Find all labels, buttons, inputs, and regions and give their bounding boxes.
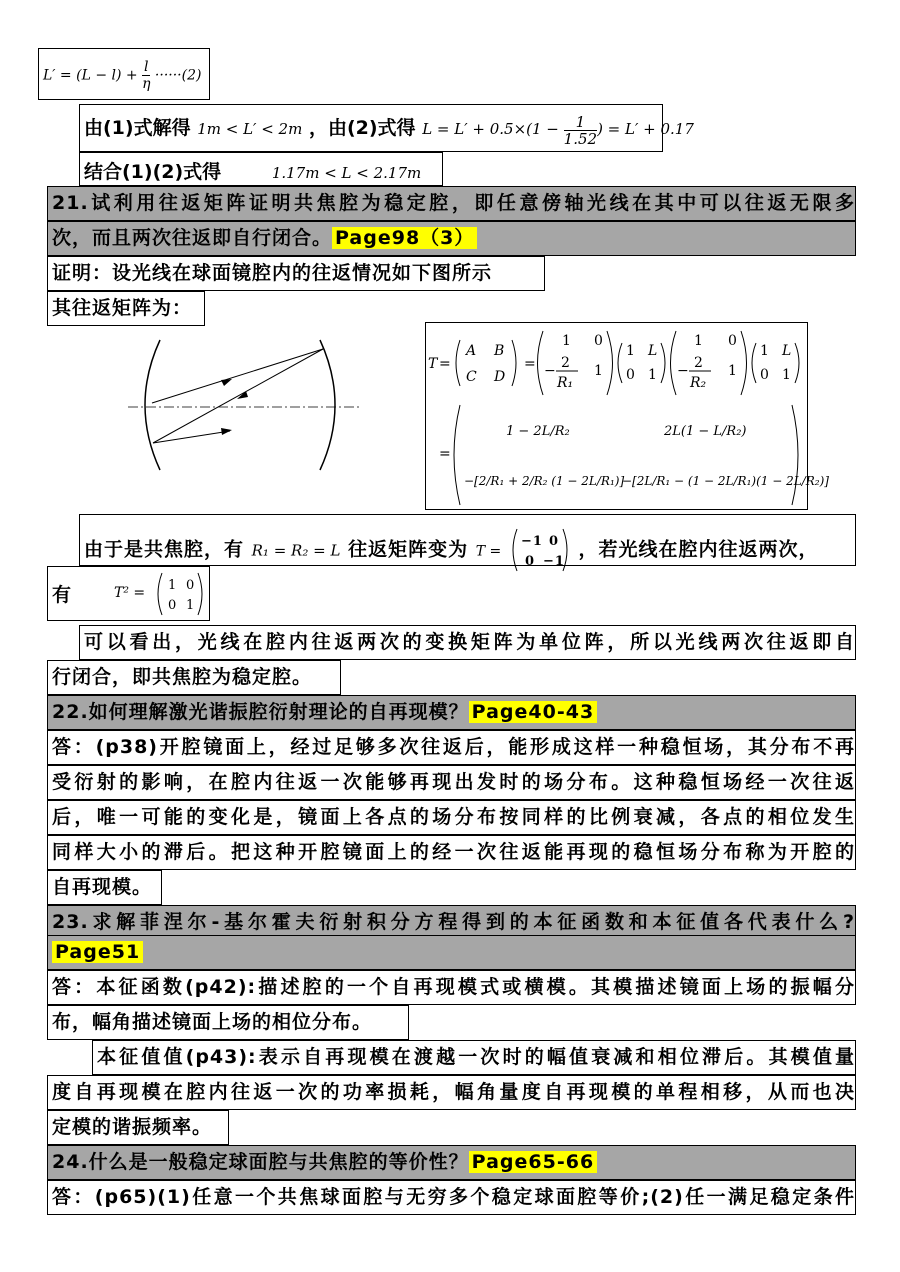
q24-title [47, 1145, 856, 1180]
svg-text:=: = [524, 356, 536, 372]
q21-conclusion-2: 行闭合，即共焦腔为稳定腔。 [47, 660, 341, 695]
left-mirror [145, 340, 160, 470]
solve-frac-num: 1 [564, 114, 597, 131]
eq2-num: l [144, 59, 149, 75]
svg-text:1: 1 [760, 343, 769, 359]
q21-matrix-label: 其往返矩阵为： [47, 291, 205, 326]
right-mirror [320, 340, 335, 470]
svg-text:0: 0 [524, 554, 535, 569]
focal-matrix [509, 527, 571, 573]
svg-text:0: 0 [760, 367, 769, 383]
svg-text:2: 2 [561, 355, 570, 371]
q23-page-line [47, 935, 856, 970]
t2-symbol: T² [114, 585, 129, 601]
q21-title-text: 次，而且两次往返即自行闭合。 [52, 227, 333, 249]
q22-ans-2: 受衍射的影响，在腔内往返一次能够再现出发时的场分布。这种稳恒场经一次往返 [47, 765, 856, 800]
matrix-A: A [466, 343, 477, 359]
svg-text:R₁: R₁ [557, 375, 574, 391]
ray-2 [153, 349, 323, 443]
cavity-diagram [120, 335, 370, 475]
solve-ineq: 1m < L′ < 2m [197, 120, 303, 138]
q21-title-line2 [47, 221, 856, 256]
svg-text:R₂: R₂ [690, 375, 707, 391]
q21-page-ref: Page98（3） [332, 227, 477, 249]
svg-text:L: L [782, 343, 792, 359]
svg-text:−1: −1 [520, 534, 543, 549]
svg-text:0: 0 [548, 534, 559, 549]
q24-ans-1: 答：(p65)(1)任意一个共焦球面腔与无穷多个稳定球面腔等价;(2)任一满足稳定条件 [47, 1180, 856, 1215]
svg-text:1: 1 [728, 363, 737, 379]
q24-page-ref: Page65-66 [469, 1151, 598, 1173]
solve-eq: L = L′ + 0.5×(1 − [422, 120, 564, 138]
svg-text:0: 0 [728, 333, 737, 349]
q21-proof-line: 证明：设光线在球面镜腔内的往返情况如下图所示 [47, 256, 545, 291]
q21-title-line1: 21.试利用往返矩阵证明共焦腔为稳定腔，即任意傍轴光线在其中可以往返无限多 [47, 186, 856, 221]
matrix-derivation [426, 323, 829, 509]
arrow-3 [221, 428, 232, 435]
matrix-box [425, 322, 829, 510]
mat-r1c1: 1 − 2L/R₂ [506, 424, 570, 439]
solve-mid: ，由(2)式得 [308, 117, 416, 139]
q23-ans-4: 度自再现模在腔内往返一次的功率损耗，幅角量度自再现模的单程相移，从而也决 [47, 1075, 856, 1110]
q21-conclusion-1: 可以看出，光线在腔内往返两次的变换矩阵为单位阵，所以光线两次往返即自 [79, 625, 856, 660]
q22-ans-4: 同样大小的滞后。把这种开腔镜面上的经一次往返能再现的稳恒场分布称为开腔的 [47, 835, 856, 870]
svg-text:−: − [544, 363, 556, 379]
combine-result: 1.17m < L < 2.17m [271, 164, 422, 182]
ray-1 [152, 349, 323, 403]
focal-a: 由于是共焦腔，有 [84, 538, 245, 561]
svg-text:=: = [439, 356, 451, 372]
focal-eq: R₁ = R₂ = L [251, 541, 341, 560]
q23-ans-5: 定模的谐振频率。 [47, 1110, 229, 1145]
mat-r2c1: −[2/R₁ + 2/R₂ (1 − 2L/R₁)] [464, 474, 625, 488]
q24-title-text: 24.什么是一般稳定球面腔与共焦腔的等价性？ [52, 1151, 469, 1173]
svg-text:0: 0 [186, 578, 195, 593]
eq2-tail: ······(2) [150, 67, 202, 84]
arrow-1 [221, 379, 232, 386]
t2-line: 有 T² = 1 0 0 1 [47, 566, 210, 621]
solve-line [79, 104, 694, 152]
svg-text:1: 1 [562, 333, 571, 349]
solve-frac-den: 1.52 [563, 129, 598, 148]
q23-ans-3: 本征值值(p43):表示自再现模在渡越一次时的幅值衰减和相位滞后。其模值量 [92, 1040, 856, 1075]
combine-prefix: 结合(1)(2)式得 [84, 161, 222, 183]
svg-text:0: 0 [594, 333, 603, 349]
matrix-B: B [494, 343, 505, 359]
svg-text:−: − [677, 363, 689, 379]
q22-page-ref: Page40-43 [469, 701, 598, 723]
solve-eq-tail: ) = L′ + 0.17 [597, 120, 694, 138]
svg-text:L: L [648, 343, 658, 359]
mat-r1c2: 2L(1 − L/R₂) [664, 424, 747, 439]
svg-text:2: 2 [694, 355, 703, 371]
svg-text:=: = [439, 446, 451, 462]
mat-r2c2: −[2L/R₁ − (1 − 2L/R₁)(1 − 2L/R₂)] [622, 474, 829, 488]
q22-ans-5: 自再现模。 [47, 870, 162, 905]
svg-text:1: 1 [694, 333, 703, 349]
matrix-D: D [494, 369, 506, 385]
eq2-left: L′ = (L − l) + [43, 67, 143, 84]
svg-text:1: 1 [648, 367, 657, 383]
arrow-2 [237, 391, 248, 399]
q22-ans-3: 后，唯一可能的变化是，镜面上各点的场分布按同样的比例衰减，各点的相位发生 [47, 800, 856, 835]
svg-text:1: 1 [626, 343, 635, 359]
q23-ans-1: 答：本征函数(p42):描述腔的一个自再现模式或横模。其模描述镜面上场的振幅分 [47, 970, 856, 1005]
matrix-C: C [466, 369, 477, 385]
focal-line: 由于是共焦腔，有 R₁ = R₂ = L 往返矩阵变为 T = −1 0 0 −1 ，若光线在腔内往返两次， [79, 514, 856, 566]
q23-ans-2: 布，幅角描述镜面上场的相位分布。 [47, 1005, 409, 1040]
svg-text:0: 0 [626, 367, 635, 383]
q22-ans-1: 答：(p38)开腔镜面上，经过足够多次往返后，能形成这样一种稳恒场，其分布不再 [47, 730, 856, 765]
you-label: 有 [52, 584, 72, 606]
svg-text:1: 1 [782, 367, 791, 383]
eq2-den: η [142, 76, 151, 92]
combine-line [79, 152, 443, 186]
q23-title: 23.求解菲涅尔-基尔霍夫衍射积分方程得到的本征函数和本征值各代表什么? [47, 905, 856, 940]
svg-text:1: 1 [186, 598, 195, 613]
svg-text:−1: −1 [542, 554, 565, 569]
focal-b: 往返矩阵变为 [348, 538, 469, 561]
svg-text:0: 0 [168, 598, 177, 613]
focal-c: ，若光线在腔内往返两次， [578, 538, 819, 561]
svg-text:1: 1 [594, 363, 603, 379]
t2-matrix [154, 571, 206, 617]
solve-prefix: 由(1)式解得 [84, 117, 191, 139]
svg-text:1: 1 [168, 578, 177, 593]
q23-page-ref: Page51 [52, 941, 143, 963]
formula-eq2-box [38, 48, 210, 100]
q22-title-text: 22.如何理解激光谐振腔衍射理论的自再现模？ [52, 701, 469, 723]
q22-title [47, 695, 856, 730]
matrix-T: T [428, 356, 438, 372]
